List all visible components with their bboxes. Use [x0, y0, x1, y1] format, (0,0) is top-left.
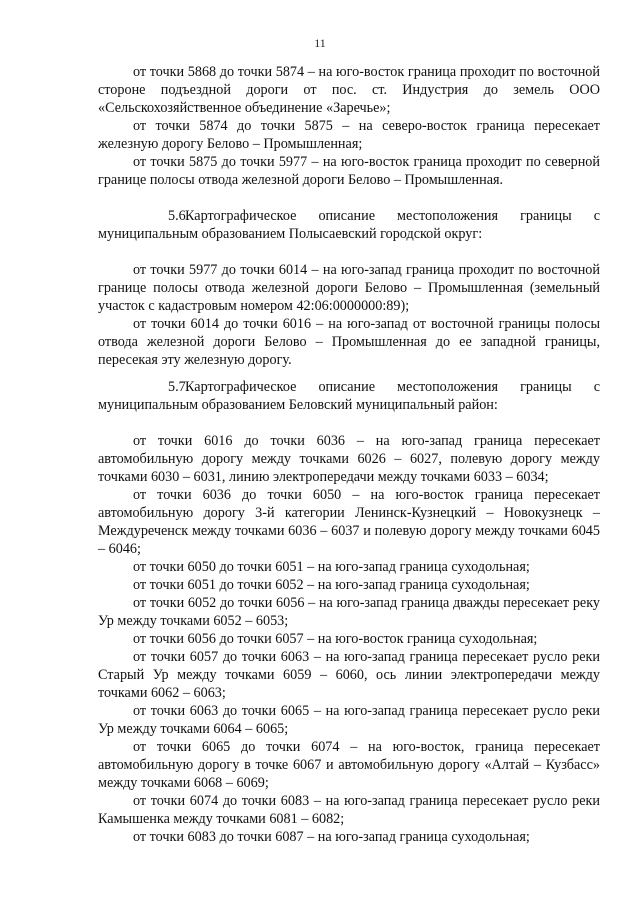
section-heading-5-6 [98, 207, 600, 243]
paragraph: от точки 5977 до точки 6014 – на юго-запад граница проходит по восточной границе полосы отвода железной дороги Белово – Промышленная (земельный участок с кадастровым номером 42:06:0000000:89); [98, 262, 600, 315]
paragraph: от точки 6057 до точки 6063 – на юго-запад граница пересекает русло реки Старый Ур между точками 6059 – 6060, ось линии электропередачи между точками 6062 – 6063; [98, 649, 600, 702]
paragraph: от точки 6050 до точки 6051 – на юго-запад граница суходольная; [133, 559, 530, 575]
paragraph: от точки 5875 до точки 5977 – на юго-восток граница проходит по северной границе полосы отвода железной дороги Белово – Промышленная. [98, 154, 600, 189]
paragraph: от точки 6083 до точки 6087 – на юго-запад граница суходольная; [133, 829, 530, 845]
section-number: 5.6. [168, 208, 190, 224]
paragraph: от точки 6016 до точки 6036 – на юго-запад граница пересекает автомобильную дорогу между точками 6026 – 6027, полевую дорогу между точками 6030 – 6031, линию электропередачи между точками 6033 – 6034; [98, 433, 600, 486]
paragraph: от точки 6052 до точки 6056 – на юго-запад граница дважды пересекает реку Ур между точками 6052 – 6053; [98, 595, 600, 630]
paragraph: от точки 6056 до точки 6057 – на юго-восток граница суходольная; [133, 631, 538, 647]
paragraph: от точки 6065 до точки 6074 – на юго-восток, граница пересекает автомобильную дорогу в точке 6067 и автомобильную дорогу «Алтай – Кузбасс» между точками 6068 – 6069; [98, 739, 600, 792]
section-title: Картографическое описание местоположения границы с муниципальным образованием Беловский муниципальный район: [98, 379, 600, 414]
paragraph: от точки 6074 до точки 6083 – на юго-запад граница пересекает русло реки Камышенка между точками 6081 – 6082; [98, 793, 600, 828]
paragraph: от точки 6051 до точки 6052 – на юго-запад граница суходольная; [133, 577, 530, 593]
section-number: 5.7. [168, 379, 190, 395]
paragraph: от точки 6036 до точки 6050 – на юго-восток граница пересекает автомобильную дорогу 3-й категории Ленинск-Кузнецкий – Новокузнецк – Междуреченск между точками 6036 – 6037 и полевую дорогу между точками 6045 – 6046; [98, 487, 600, 558]
section-title: Картографическое описание местоположения границы с муниципальным образованием Полысаевский городской округ: [98, 208, 600, 243]
paragraph: от точки 6014 до точки 6016 – на юго-запад от восточной границы полосы отвода железной дороги Белово – Промышленная до ее западной границы, пересекая эту железную дорогу. [98, 316, 600, 369]
paragraph: от точки 5868 до точки 5874 – на юго-восток граница проходит по восточной стороне подъездной дороги от пос. ст. Индустрия до земель ООО «Сельскохозяйственное объединение «Заречье»; [98, 64, 600, 117]
page-number: 11 [314, 36, 326, 50]
paragraph: от точки 5874 до точки 5875 – на северо-восток граница пересекает железную дорогу Белово – Промышленная; [98, 118, 600, 153]
section-heading-5-7 [98, 378, 600, 414]
paragraph: от точки 6063 до точки 6065 – на юго-запад граница пересекает русло реки Ур между точками 6064 – 6065; [98, 703, 600, 738]
